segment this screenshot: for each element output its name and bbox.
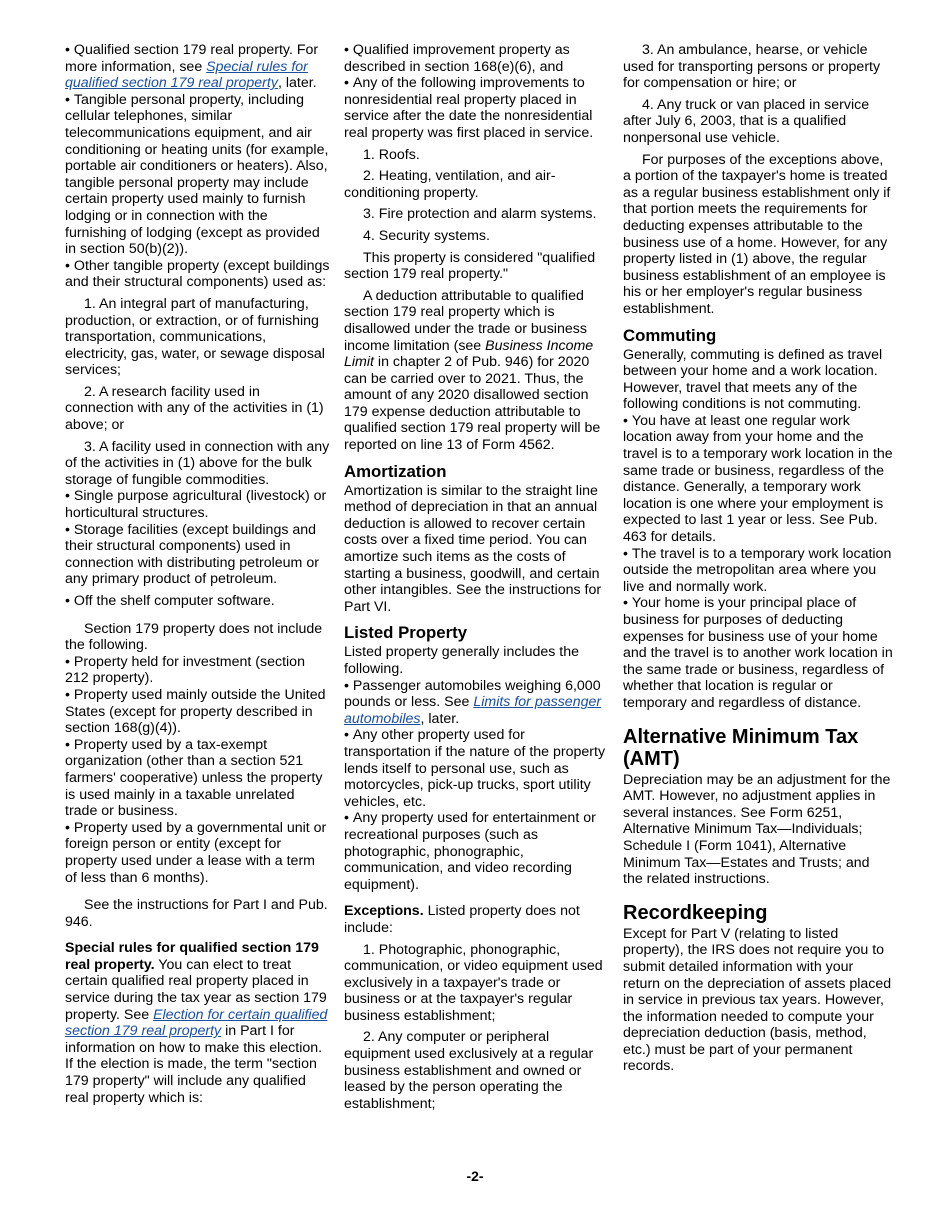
exception-2: 2. Any computer or peripheral equipment used exclusively at a regular business establishment and owned or leased by the person operating the establishment; (344, 1029, 594, 1112)
item-2: 2. A research facility used in connection with any of the activities in (1) above; or (65, 383, 324, 434)
bullet-commute-1: • You have at least one regular work location away from your home and the travel is to a temporary work location in the same trade or business, regardless of the distance. Generally, a temporary work location is one where your employment is expected to last 1 year or less. See Pub. 463 for details. (623, 413, 893, 546)
item-1: 1. An integral part of manufacturing, production, or extraction, or of furnishing transportation, communications, electricity, gas, water, or sewage disposal services; (65, 295, 325, 379)
special-rules-heading: Special rules for qualified section 179 real property. (65, 940, 319, 973)
bullet-tangible: • Tangible personal property, including cellular telephones, similar telecommunications equipment, and air conditioning or heating units (for example, portable air conditioners or heaters). Also, tangible personal property may include certain property used mainly to furnish lodging or in connection with the furnishing of lodging (except as provided in section 50(b)(2)). (65, 92, 330, 258)
column-3 (623, 42, 893, 1075)
bullet-improvements: • Any of the following improvements to nonresidential real property placed in service after the date the nonresidential real property was first placed in service. (344, 75, 609, 141)
commuting-text: Generally, commuting is defined as travel between your home and a work location. However, travel that meets any of the following conditions is not commuting. (623, 346, 883, 413)
see-instructions: See the instructions for Part I and Pub. 946. (65, 897, 328, 930)
improvement-4: 4. Security systems. (363, 227, 490, 244)
bullet-commute-2: • The travel is to a temporary work location outside the metropolitan area where you live and normally work. (623, 546, 893, 596)
election-link[interactable]: Election for certain qualified section 179 real property (65, 1006, 328, 1040)
bullet-investment: • Property held for investment (section 212 property). (65, 654, 330, 687)
special-rules-paragraph: Special rules for qualified section 179 real property. You can elect to treat certain qualified real property placed in service during the tax year as section 179 property. See Election for certain qualified section 179 real property in Part I for information on how to make this election. If the election is made, the term "section 179 property" will include any qualified real property which is: (65, 940, 328, 1106)
page-number: -2- (466, 1168, 484, 1184)
listed-property-heading: Listed Property (344, 623, 468, 643)
recordkeeping-heading: Recordkeeping (623, 901, 768, 924)
bullet-tax-exempt: • Property used by a tax-exempt organization (other than a section 521 farmers' cooperative) unless the property is used mainly in a taxable unrelated trade or business. (65, 737, 330, 820)
bullet-outside-us: • Property used mainly outside the United States (except for property described in section 168(g)(4)). (65, 687, 330, 737)
bullet-qualified-section-179: • Qualified section 179 real property. For more information, see Special rules for qualified section 179 real property, later. (65, 42, 330, 92)
amortization-heading: Amortization (344, 461, 447, 481)
improvement-1: 1. Roofs. (363, 146, 420, 163)
exception-3: 3. An ambulance, hearse, or vehicle used for transporting persons or property for compensation or hire; or (623, 42, 881, 92)
amt-heading: Alternative Minimum Tax (AMT) (623, 725, 859, 770)
bullet-commute-3: • Your home is your principal place of business for purposes of deducting expenses for business use of your home and the travel is to another work location in the same trade or business, regardless of whether that location is regular or temporary and regardless of distance. (623, 595, 893, 711)
considered-text: This property is considered "qualified section 179 real property." (344, 249, 596, 283)
bullet-single-purpose: • Single purpose agricultural (livestock) or horticultural structures. (65, 488, 330, 521)
bullet-governmental: • Property used by a governmental unit or foreign person or entity (except for property used under a lease with a term of less than 6 months). (65, 820, 330, 886)
column-1 (65, 42, 330, 1106)
item-3: 3. A facility used in connection with any of the activities in (1) above for the bulk storage of fungible commodities. (65, 438, 330, 488)
deduction-paragraph: A deduction attributable to qualified section 179 real property which is disallowed under the trade or business income limitation (see Business Income Limit in chapter 2 of Pub. 946) for 2020 can be carried over to 2021. Thus, the amount of any 2020 disallowed section 179 expense deduction attributable to qualified section 179 real property will be reported on line 13 of Form 4562. (344, 287, 601, 454)
amt-text: Depreciation may be an adjustment for the AMT. However, no adjustment applies in several instances. See Form 6251, Alternative Minimum Tax—Individuals; Schedule I (Form 1041), Alternative Minimum Tax—Estates and Trusts; and the related instructions. (623, 771, 891, 888)
bullet-software: • Off the shelf computer software. (65, 593, 330, 610)
amortization-text: Amortization is similar to the straight line method of depreciation in that an annual deduction is allowed to recover certain costs over a fixed time period. You can amortize such items as the costs of starting a business, goodwill, and certain other intangibles. See the instructions for Part VI. (344, 482, 602, 615)
listed-property-text: Listed property generally includes the following. (344, 644, 580, 677)
bullet-qip: • Qualified improvement property as described in section 168(e)(6), and (344, 42, 609, 75)
improvement-3: 3. Fire protection and alarm systems. (363, 206, 597, 223)
bullet-storage: • Storage facilities (except buildings and their structural components) used in connection with distributing petroleum or any primary product of petroleum. (65, 522, 330, 588)
purposes-paragraph: For purposes of the exceptions above, a portion of the taxpayer's home is treated as a regular business establishment only if that portion meets the requirements for deducting expenses attributable to the business use of a home. However, for any property listed in (1) above, the regular business establishment of an employee is his or her employer's regular business establishment. (623, 151, 891, 317)
special-rules-link[interactable]: Special rules for qualified section 179 real property (65, 58, 308, 92)
column-2 (344, 42, 609, 1112)
recordkeeping-text: Except for Part V (relating to listed property), the IRS does not require you to submit detailed information with your return on the depreciation of assets placed in service in previous tax years. However, the information needed to compute your depreciation deduction (basis, method, etc.) must be part of your permanent records. (623, 925, 892, 1075)
exception-1: 1. Photographic, phonographic, communication, or video equipment used exclusively in a taxpayer's trade or business or at the taxpayer's regular business establishment; (344, 941, 603, 1024)
commuting-heading: Commuting (623, 325, 717, 345)
bullet-transportation: • Any other property used for transportation if the nature of the property lends itself to personal use, such as motorcycles, pick-up trucks, sport utility vehicles, etc. (344, 727, 609, 810)
bullet-automobiles: • Passenger automobiles weighing 6,000 pounds or less. See Limits for passenger automobiles, later. (344, 678, 609, 728)
exception-4: 4. Any truck or van placed in service after July 6, 2003, that is a qualified nonpersonal use vehicle. (623, 96, 870, 146)
limits-link[interactable]: Limits for passenger automobiles (344, 694, 602, 727)
improvement-2: 2. Heating, ventilation, and air-conditioning property. (344, 168, 556, 201)
bullet-other-tangible: • Other tangible property (except buildings and their structural components) used as: (65, 258, 330, 291)
not-include-text: Section 179 property does not include the following. (65, 620, 323, 654)
exceptions-paragraph: Exceptions. Listed property does not include: (344, 903, 580, 936)
bullet-entertainment: • Any property used for entertainment or recreational purposes (such as photographic, phonographic, communication, and video recording equipment). (344, 810, 609, 893)
exceptions-heading: Exceptions. (344, 903, 424, 920)
